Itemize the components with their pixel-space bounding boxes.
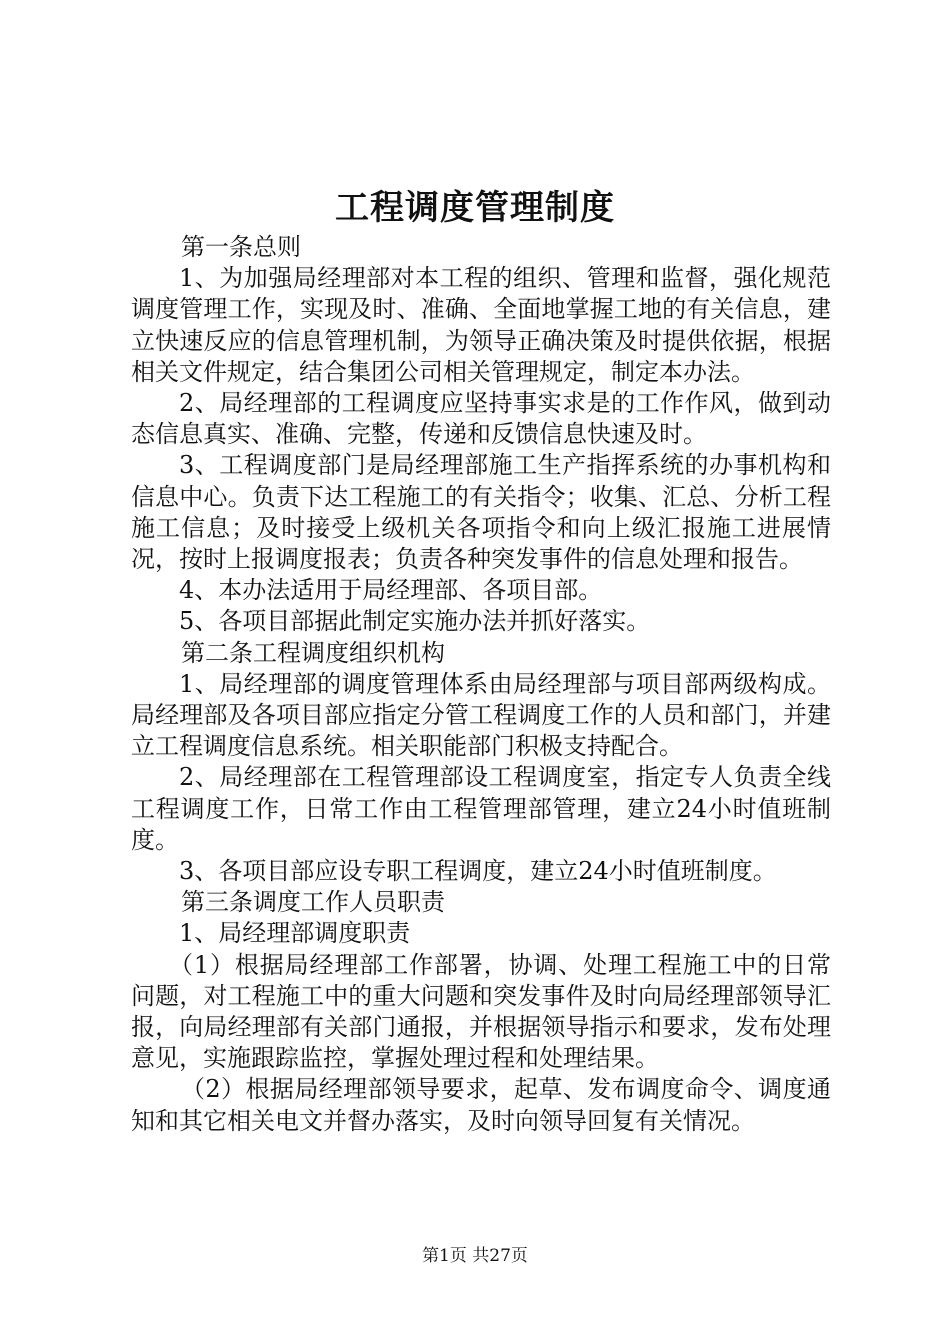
paragraph: 4、本办法适用于局经理部、各项目部。 <box>179 576 603 605</box>
page-footer: 第1页 共27页 <box>422 1246 528 1266</box>
paragraph: 3、工程调度部门是局经理部施工生产指挥系统的办事机构和信息中心。负责下达工程施工的有关指令；收集、汇总、分析工程施工信息；及时接受上级机关各项指令和向上级汇报施工进展情况，按时上报调度报表；负责各种突发事件的信息处理和报告。 <box>131 451 831 574</box>
paragraph: 1、为加强局经理部对本工程的组织、管理和监督，强化规范调度管理工作，实现及时、准确、全面地掌握工地的有关信息，建立快速反应的信息管理机制，为领导正确决策及时提供依据，根据相关文件规定，结合集团公司相关管理规定，制定本办法。 <box>131 264 831 386</box>
section-heading-1: 第一条总则 <box>181 233 301 261</box>
section-heading-3: 第三条调度工作人员职责 <box>181 888 445 917</box>
document-title: 工程调度管理制度 <box>335 188 615 228</box>
paragraph: 1、局经理部调度职责 <box>179 919 411 948</box>
paragraph: 1、局经理部的调度管理体系由局经理部与项目部两级构成。局经理部及各项目部应指定分管工程调度工作的人员和部门，并建立工程调度信息系统。相关职能部门积极支持配合。 <box>131 669 831 761</box>
document-body <box>131 232 831 1137</box>
paragraph: 3、各项目部应设专职工程调度，建立24小时值班制度。 <box>179 857 777 886</box>
paragraph: （1）根据局经理部工作部署，协调、处理工程施工中的日常问题，对工程施工中的重大问题和突发事件及时向局经理部领导汇报，向局经理部有关部门通报，并根据领导指示和要求，发布处理意见，实施跟踪监控，掌握处理过程和处理结果。 <box>131 950 831 1073</box>
paragraph: 5、各项目部据此制定实施办法并抓好落实。 <box>179 607 651 636</box>
paragraph: 2、局经理部在工程管理部设工程调度室，指定专人负责全线工程调度工作，日常工作由工程管理部管理，建立24小时值班制度。 <box>131 763 831 854</box>
paragraph: 2、局经理部的工程调度应坚持事实求是的工作作风，做到动态信息真实、准确、完整，传递和反馈信息快速及时。 <box>131 389 831 449</box>
section-heading-2: 第二条工程调度组织机构 <box>181 638 445 667</box>
paragraph: （2）根据局经理部领导要求，起草、发布调度命令、调度通知和其它相关电文并督办落实，及时向领导回复有关情况。 <box>131 1075 831 1135</box>
